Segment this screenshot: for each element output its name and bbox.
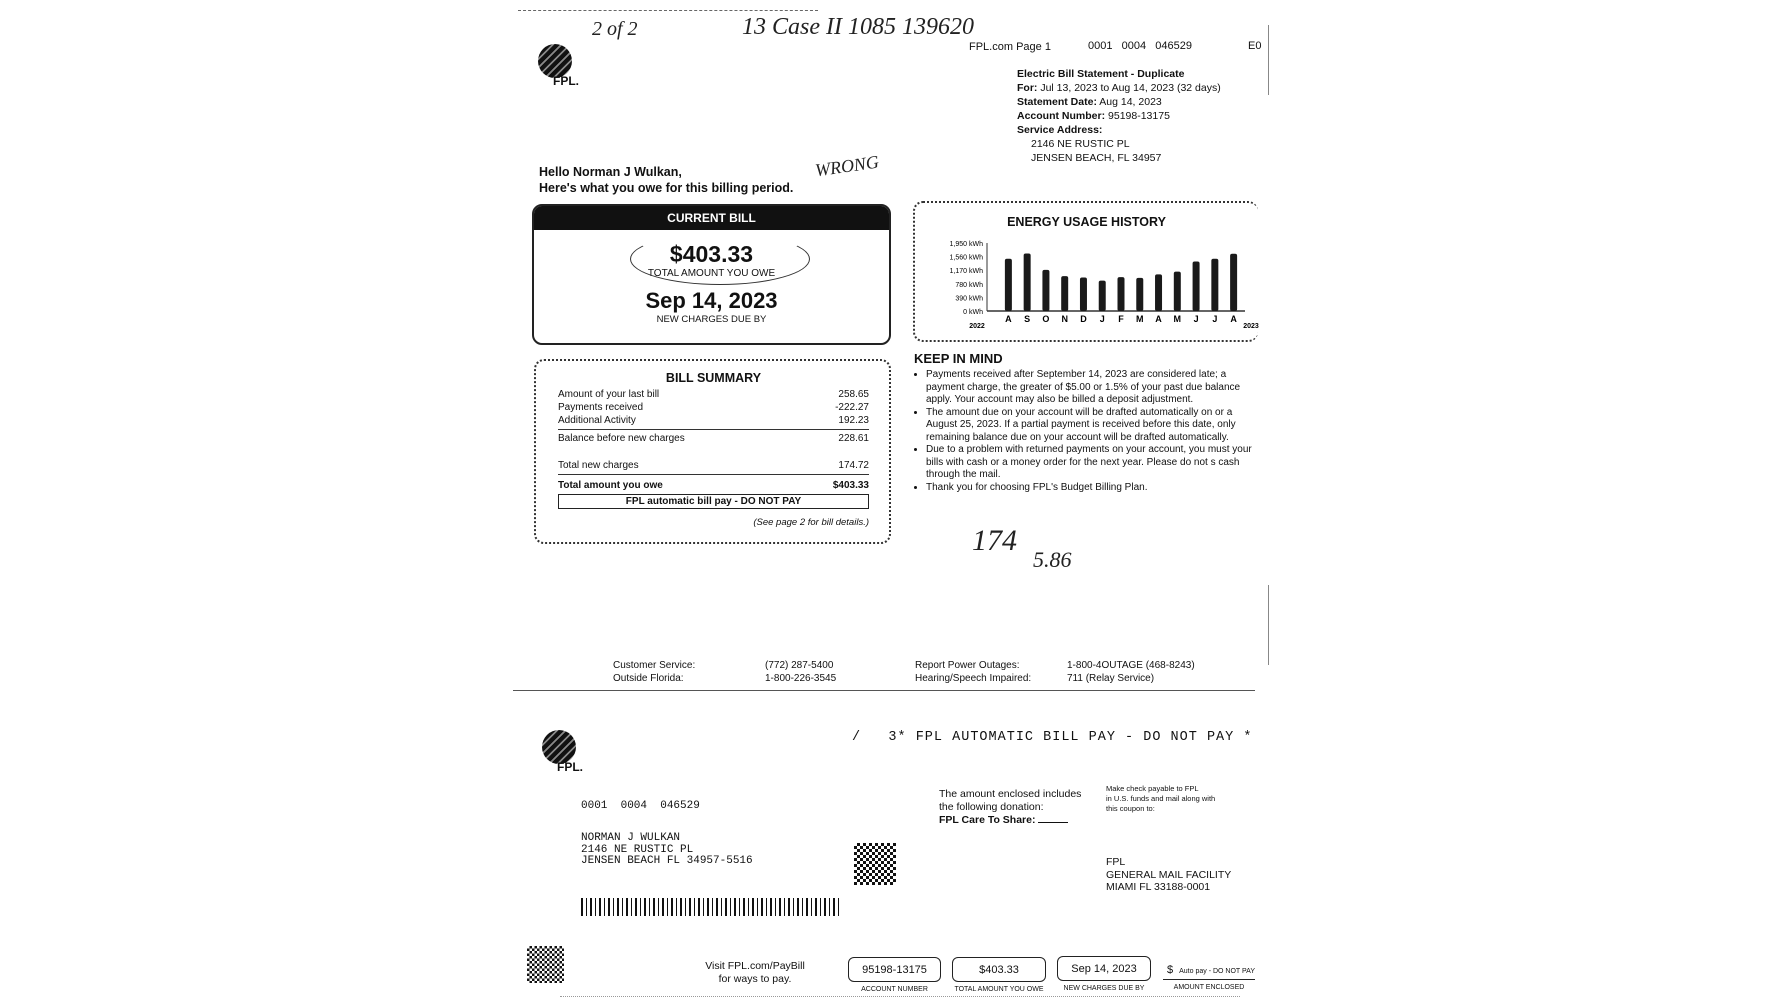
x-tick-label: A (1230, 314, 1237, 324)
coupon-tear-line (513, 690, 1255, 691)
usage-bar (1118, 277, 1125, 311)
keep-in-mind-item: • Due to a problem with returned payments on your account, you must your bills with cash or a money order for the next year. Please do not s cash through the mail. (926, 444, 1259, 482)
scan-right-edge-2 (1268, 585, 1269, 665)
summary-value: 192.23 (838, 415, 869, 426)
y-tick-label: 1,950 kWh (949, 241, 983, 248)
x-tick-label: F (1118, 314, 1124, 324)
customer-service-phone[interactable]: (772) 287-5400 (765, 660, 834, 671)
coupon-amount (952, 957, 1046, 993)
customer-service-label: Customer Service: (613, 660, 696, 671)
y-tick-label: 780 kWh (955, 281, 983, 289)
outside-florida-label: Outside Florida: (613, 672, 684, 684)
total-label: Total amount you owe (558, 480, 663, 491)
amount-enclosed-label: AMOUNT ENCLOSED (1173, 984, 1245, 991)
usage-bar (1042, 270, 1049, 311)
balance-row (558, 432, 869, 445)
statement-info (1017, 67, 1221, 165)
statement-title: Electric Bill Statement - Duplicate (1017, 68, 1185, 80)
account-value: 95198-13175 (1108, 110, 1170, 122)
usage-bar (1005, 259, 1012, 311)
scan-right-edge (1268, 25, 1269, 95)
remit-line-3: MIAMI FL 33188-0001 (1106, 881, 1211, 893)
x-tick-label: J (1212, 314, 1218, 324)
check-line-3: this coupon to: (1106, 804, 1155, 813)
customer-name: NORMAN J WULKAN (581, 832, 681, 844)
due-date-label: NEW CHARGES DUE BY (1063, 985, 1145, 992)
scan-top-edge (518, 10, 818, 11)
current-bill-due-date: Sep 14, 2023 (645, 288, 778, 313)
care-to-share-label: FPL Care To Share: (939, 814, 1036, 826)
y-tick-label: 0 kWh (963, 309, 983, 316)
header-codes: 0001 0004 046529 (1088, 40, 1192, 52)
fpl-logo-text-coupon: FPL. (557, 760, 583, 774)
new-charges-label: Total new charges (558, 460, 639, 471)
greeting (539, 164, 793, 196)
x-tick-label: J (1099, 314, 1105, 324)
autopay-notice: FPL automatic bill pay - DO NOT PAY (558, 494, 869, 509)
handwritten-case-note: 13 Case II 1085 139620 (742, 14, 974, 40)
current-bill-amount: $403.33 (669, 241, 754, 267)
service-label: Service Address: (1017, 124, 1103, 136)
y-tick-label: 390 kWh (955, 295, 983, 303)
donation-line-1: The amount enclosed includes (939, 788, 1082, 800)
greeting-line-2: Here's what you owe for this billing period. (539, 181, 794, 195)
donation-info (939, 788, 1081, 827)
keep-in-mind (914, 351, 1259, 494)
total-row (558, 479, 869, 492)
handwritten-amount-2: 5.86 (1033, 547, 1072, 572)
see-page-2-note: (See page 2 for bill details.) (753, 517, 869, 528)
customer-address-1: 2146 NE RUSTIC PL (581, 843, 694, 856)
summary-label: Amount of your last bill (558, 389, 660, 400)
account-label: Account Number: (1017, 110, 1106, 122)
summary-row (558, 388, 869, 401)
dollar-sign: $ (1167, 964, 1174, 976)
remit-address (1106, 856, 1231, 894)
header-site-page: FPL.com Page 1 (969, 41, 1051, 53)
summary-label: Additional Activity (558, 415, 636, 426)
outage-label: Report Power Outages: (915, 660, 1020, 671)
x-tick-label: S (1024, 314, 1031, 324)
keep-in-mind-item: • The amount due on your account will be drafted automatically on or a August 25, 2023. If a partial payment is received before this date, only remaining balance due on your account will be drafted automatically. (926, 407, 1259, 445)
coupon-account (848, 957, 941, 993)
total-amount-label: TOTAL AMOUNT YOU OWE (954, 986, 1044, 993)
current-bill-due-label: NEW CHARGES DUE BY (656, 314, 767, 325)
due-date-box: Sep 14, 2023 (1057, 956, 1151, 981)
summary-value: -222.27 (835, 402, 869, 413)
for-label: For: (1017, 82, 1038, 94)
check-instructions (1106, 784, 1215, 814)
end-year-label: 2023 (1243, 323, 1259, 330)
account-number-box: 95198-13175 (848, 957, 941, 982)
current-bill-amount-label: TOTAL AMOUNT YOU OWE (647, 268, 776, 279)
donation-line-2: the following donation: (939, 801, 1044, 813)
handwritten-wrong-note: WRONG (813, 151, 881, 181)
bill-summary-box (534, 359, 891, 544)
y-tick-label: 1,560 kWh (949, 254, 983, 262)
summary-value: 258.65 (838, 389, 869, 400)
handwritten-page-note: 2 of 2 (592, 18, 638, 40)
energy-usage-box (913, 201, 1258, 342)
service-address-2: JENSEN BEACH, FL 34957 (1031, 152, 1162, 164)
current-bill-title: CURRENT BILL (534, 206, 889, 230)
greeting-line-1: Hello Norman J Wulkan, (539, 165, 682, 179)
x-tick-label: O (1042, 314, 1050, 324)
usage-bar (1080, 278, 1087, 311)
x-tick-label: D (1080, 314, 1087, 324)
x-tick-label: M (1173, 314, 1182, 324)
for-value: Jul 13, 2023 to Aug 14, 2023 (32 days) (1040, 82, 1221, 94)
postal-barcode-icon (581, 898, 841, 916)
x-tick-label: M (1136, 314, 1144, 324)
usage-bar (1061, 276, 1068, 311)
summary-row (558, 414, 869, 430)
outside-florida-phone[interactable]: 1-800-226-3545 (765, 672, 837, 684)
x-tick-label: J (1193, 314, 1199, 324)
usage-bar (1024, 253, 1031, 311)
balance-label: Balance before new charges (558, 433, 685, 444)
autopay-banner: / 3* FPL AUTOMATIC BILL PAY - DO NOT PAY * (852, 730, 1253, 745)
remit-line-2: GENERAL MAIL FACILITY (1106, 868, 1232, 881)
hearing-label: Hearing/Speech Impaired: (915, 672, 1032, 684)
handwritten-amount-1: 174 (972, 524, 1017, 557)
header-code-suffix: E0 (1248, 40, 1262, 52)
fpl-logo-icon (538, 44, 572, 78)
coupon-codes: 0001 0004 046529 (581, 800, 700, 812)
new-charges-row (558, 459, 869, 475)
usage-bar (1193, 261, 1200, 311)
date-label: Statement Date: (1017, 96, 1097, 108)
chart-title: ENERGY USAGE HISTORY (1007, 215, 1166, 229)
x-tick-label: A (1005, 314, 1012, 324)
hearing-phone[interactable]: 711 (Relay Service) (1067, 672, 1155, 684)
date-value: Aug 14, 2023 (1099, 96, 1162, 108)
x-tick-label: A (1155, 314, 1162, 324)
mailing-address (581, 833, 753, 868)
usage-bar (1155, 274, 1162, 311)
summary-label: Payments received (558, 402, 644, 413)
check-line-2: in U.S. funds and mail along with (1106, 794, 1216, 803)
remit-line-1: FPL (1106, 856, 1126, 868)
keep-in-mind-title: KEEP IN MIND (914, 351, 1003, 366)
usage-bar (1174, 272, 1181, 311)
fpl-logo-icon-coupon (542, 730, 576, 764)
visit-paybill[interactable] (700, 960, 810, 985)
visit-line-1[interactable]: Visit FPL.com/PayBill (705, 960, 805, 972)
coupon-due (1057, 956, 1151, 992)
enclosed-note: Auto pay - DO NOT PAY (1179, 968, 1255, 975)
small-qr-code-icon (527, 946, 564, 983)
visit-line-2: for ways to pay. (718, 972, 792, 985)
keep-in-mind-item: • Payments received after September 14, 2023 are considered late; a payment charge, the greater of $5.00 or 1.5% of your past due balance apply. Your account may also be billed a deposit adjustment. (926, 369, 1259, 407)
y-tick-label: 1,170 kWh (949, 268, 983, 276)
customer-address-2: JENSEN BEACH FL 34957-5516 (581, 855, 753, 867)
x-tick-label: N (1061, 314, 1068, 324)
summary-row (558, 401, 869, 414)
energy-usage-chart (915, 233, 1260, 343)
usage-bar (1136, 278, 1143, 311)
account-number-label: ACCOUNT NUMBER (861, 986, 928, 993)
handwritten-circle (630, 233, 810, 285)
service-address-1: 2146 NE RUSTIC PL (1031, 138, 1130, 150)
new-charges-value: 174.72 (838, 460, 869, 471)
keep-in-mind-item: • Thank you for choosing FPL's Budget Billing Plan. (926, 482, 1259, 495)
usage-bar (1230, 254, 1237, 311)
check-line-1: Make check payable to FPL (1106, 784, 1199, 793)
amount-enclosed[interactable] (1163, 960, 1255, 991)
usage-bar (1099, 281, 1106, 311)
balance-value: 228.61 (838, 433, 869, 444)
care-to-share-field[interactable] (1038, 822, 1068, 823)
bill-summary-title: BILL SUMMARY (665, 371, 762, 385)
fpl-logo-text: FPL. (553, 74, 579, 88)
start-year-label: 2022 (969, 323, 985, 330)
outage-phone[interactable]: 1-800-4OUTAGE (468-8243) (1067, 660, 1195, 671)
total-amount-box: $403.33 (952, 957, 1046, 982)
usage-bar (1211, 259, 1218, 311)
qr-code-icon (854, 843, 896, 885)
scan-bottom-edge (560, 996, 1240, 997)
total-value: $403.33 (832, 480, 869, 491)
